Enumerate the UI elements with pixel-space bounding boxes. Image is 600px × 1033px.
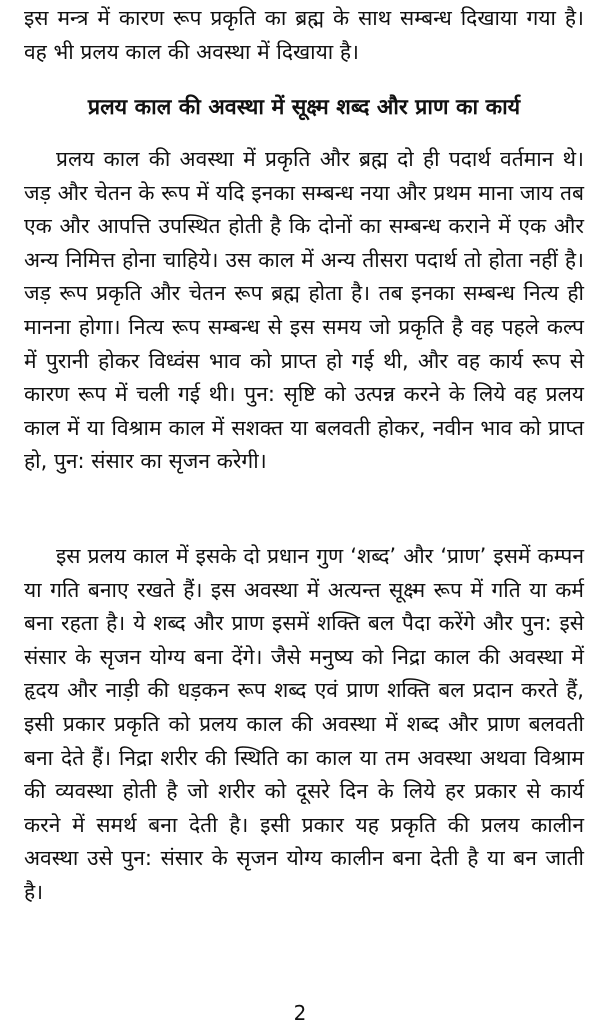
body-paragraph-1: प्रलय काल की अवस्था में प्रकृति और ब्रह्म दो ही पदार्थ वर्तमान थे। जड़ और चेतन के रूप में यदि इनका सम्बन्ध नया और प्रथम माना जाय तब एक और आपत्ति उपस्थित होती है कि दोनों का सम्बन्ध कराने में एक और अन्य निमित्त होना चाहिये। उस काल में अन्य तीसरा पदार्थ तो होता नहीं है। जड़ रूप प्रकृति और चेतन रूप ब्रह्म होता है। तब इनका सम्बन्ध नित्य ही मानना होगा। नित्य रूप सम्बन्ध से इस समय जो प्रकृति है वह पहले कल्प में पुरानी होकर विध्वंस भाव को प्राप्त हो गई थी, और वह कार्य रूप से कारण रूप में चली गई थी। पुन: सृष्टि को उत्पन्न करने के लिये वह प्रलय काल में या विश्राम काल में सशक्त या बलवती होकर, नवीन भाव को प्राप्त हो, पुन: संसार का सृजन करेगी। <box>24 147 584 474</box>
section-heading: प्रलय काल की अवस्था में सूक्ष्म शब्द और प्राण का कार्य <box>87 95 521 120</box>
body-paragraph-2: इस प्रलय काल में इसके दो प्रधान गुण ‘शब्द’ और ‘प्राण’ इसमें कम्पन या गति बनाए रखते हैं। इस अवस्था में अत्यन्त सूक्ष्म रूप में गति या कर्म बना रहता है। ये शब्द और प्राण इसमें शक्ति बल पैदा करेंगे और पुन: इसे संसार के सृजन योग्य बना देंगे। जैसे मनुष्य को निद्रा काल की अवस्था में हृदय और नाड़ी की धड़कन रूप शब्द एवं प्राण शक्ति बल प्रदान करते हैं, इसी प्रकार प्रकृति को प्रलय काल की अवस्था में शब्द और प्राण बलवती बना देते हैं। निद्रा शरीर की स्थिति का काल या तम अवस्था अथवा विश्राम की व्यवस्था होती है जो शरीर को दूसरे दिन के लिये हर प्रकार से कार्य करने में समर्थ बना देती है। इसी प्रकार यह प्रकृति की प्रलय कालीन अवस्था उसे पुन: संसार के सृजन योग्य कालीन बना देती है या बन जाती है। <box>24 544 584 904</box>
page-number: 2 <box>293 1001 307 1025</box>
intro-paragraph: इस मन्त्र में कारण रूप प्रकृति का ब्रह्म के साथ सम्बन्ध दिखाया गया है। वह भी प्रलय काल की अवस्था में दिखाया है। <box>24 6 584 64</box>
